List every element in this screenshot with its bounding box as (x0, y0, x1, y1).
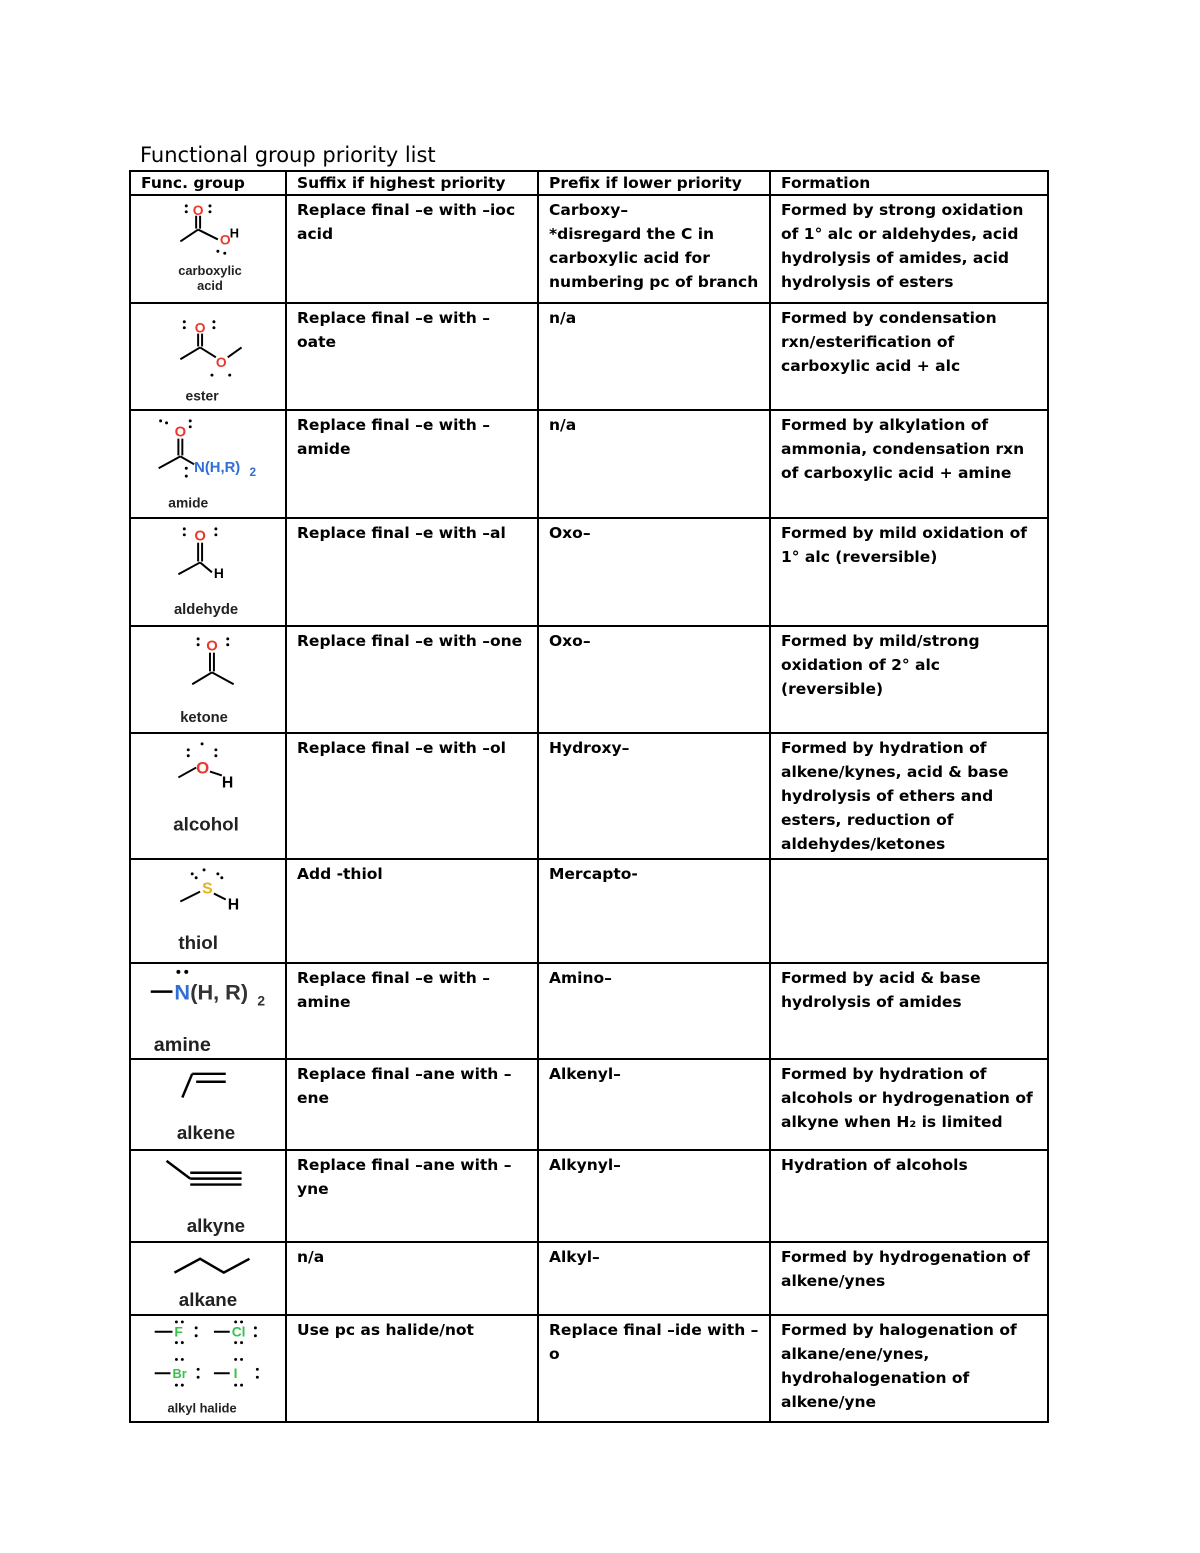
nitrogen-substituents-label: (H, R) (190, 979, 249, 1005)
subscript-label: 2 (257, 992, 266, 1009)
table-header-row (130, 171, 1048, 195)
prefix-cell: Replace final –ide with –o (538, 1315, 770, 1422)
nitrogen-atom-label: N (174, 979, 191, 1005)
prefix-cell: Amino– (538, 963, 770, 1059)
structure-label: alkane (178, 1289, 238, 1311)
table-row (130, 518, 1048, 626)
func-group-cell (130, 518, 286, 626)
table-row (130, 859, 1048, 963)
func-group-cell (130, 859, 286, 963)
suffix-cell: n/a (286, 1242, 538, 1315)
structure-label: carboxylic (178, 262, 242, 278)
prefix-cell: Alkyl– (538, 1242, 770, 1315)
table-row (130, 1242, 1048, 1315)
amine-structure-icon (131, 964, 285, 1058)
alcohol-structure-icon (131, 734, 285, 840)
suffix-cell: Replace final –e with –ioc acid (286, 195, 538, 303)
alkyl-halide-structure-icon (131, 1316, 285, 1421)
formation-cell: Formed by hydrogenation of alkene/ynes (770, 1242, 1048, 1315)
suffix-cell: Replace final –e with –oate (286, 303, 538, 411)
hydrogen-atom-label: H (213, 565, 224, 582)
formation-cell: Formed by strong oxidation of 1° alc or aldehydes, acid hydrolysis of amides, acid hydrolysis of esters (770, 195, 1048, 303)
structure-label: amide (168, 494, 209, 511)
suffix-cell: Replace final –e with –amide (286, 410, 538, 518)
prefix-cell: n/a (538, 410, 770, 518)
subscript-label: 2 (249, 465, 257, 480)
oxygen-atom-label: O (194, 528, 206, 545)
func-group-cell (130, 1059, 286, 1151)
structure-label: aldehyde (173, 601, 239, 618)
carboxylic-acid-structure-icon (131, 196, 285, 302)
oxygen-atom-label: O (194, 319, 206, 336)
oxygen-atom-label: O (219, 231, 231, 248)
structure-label: ketone (180, 709, 228, 726)
fluorine-atom-label: F (174, 1324, 183, 1341)
page-title: Functional group priority list (140, 143, 436, 167)
func-group-cell (130, 733, 286, 859)
chlorine-atom-label: Cl (231, 1324, 246, 1341)
func-group-cell (130, 1315, 286, 1422)
table-row (130, 963, 1048, 1059)
structure-label: ester (185, 387, 219, 404)
structure-label: alkyl halide (167, 1401, 237, 1417)
func-group-cell (130, 303, 286, 411)
suffix-cell: Add -thiol (286, 859, 538, 963)
formation-cell (770, 859, 1048, 963)
ester-structure-icon (131, 304, 285, 410)
structure-label: amine (153, 1033, 211, 1056)
suffix-cell: Replace final –e with –al (286, 518, 538, 626)
formation-cell: Formed by condensation rxn/esterification of carboxylic acid + alc (770, 303, 1048, 411)
alkene-structure-icon (131, 1060, 285, 1150)
alkane-structure-icon (131, 1243, 285, 1314)
oxygen-atom-label: O (196, 758, 210, 778)
table-row (130, 1150, 1048, 1242)
oxygen-atom-label: O (206, 638, 218, 655)
amide-structure-icon (131, 411, 285, 517)
prefix-cell: Oxo– (538, 626, 770, 734)
oxygen-atom-label: O (174, 424, 187, 441)
structure-label: alkene (176, 1121, 236, 1143)
prefix-cell: Carboxy– *disregard the C in carboxylic acid for numbering pc of branch (538, 195, 770, 303)
formation-cell: Formed by mild/strong oxidation of 2° alc (reversible) (770, 626, 1048, 734)
suffix-cell: Replace final –ane with –yne (286, 1150, 538, 1242)
func-group-cell (130, 626, 286, 734)
thiol-structure-icon (131, 860, 285, 962)
func-group-cell (130, 410, 286, 518)
formation-cell: Formed by hydration of alcohols or hydrogenation of alkyne when H₂ is limited (770, 1059, 1048, 1151)
table-row (130, 410, 1048, 518)
prefix-cell: Mercapto- (538, 859, 770, 963)
func-group-cell (130, 1242, 286, 1315)
oxygen-atom-label: O (215, 353, 227, 370)
table-row (130, 1315, 1048, 1422)
suffix-cell: Replace final –e with –ol (286, 733, 538, 859)
suffix-cell: Replace final –ane with –ene (286, 1059, 538, 1151)
formation-cell: Formed by alkylation of ammonia, condensation rxn of carboxylic acid + amine (770, 410, 1048, 518)
sulfur-atom-label: S (202, 880, 213, 898)
formation-cell: Formed by mild oxidation of 1° alc (reversible) (770, 518, 1048, 626)
table-row (130, 626, 1048, 734)
formation-cell: Formed by acid & base hydrolysis of amides (770, 963, 1048, 1059)
hydrogen-atom-label: H (227, 896, 240, 914)
oxygen-atom-label: O (192, 201, 204, 218)
hydrogen-atom-label: H (221, 774, 234, 792)
nitrogen-group-label: N(H,R) (194, 460, 241, 477)
header-suffix: Suffix if highest priority (286, 171, 538, 195)
formation-cell: Formed by halogenation of alkane/ene/ynes, hydrohalogenation of alkene/yne (770, 1315, 1048, 1422)
structure-label: thiol (178, 931, 218, 953)
iodine-atom-label: I (233, 1365, 238, 1382)
suffix-cell: Use pc as halide/not (286, 1315, 538, 1422)
func-group-cell (130, 195, 286, 303)
table-row (130, 303, 1048, 411)
prefix-cell: Hydroxy– (538, 733, 770, 859)
alkyne-structure-icon (131, 1151, 285, 1241)
header-formation: Formation (770, 171, 1048, 195)
functional-group-table (129, 170, 1049, 1423)
prefix-cell: Oxo– (538, 518, 770, 626)
prefix-cell: Alkenyl– (538, 1059, 770, 1151)
aldehyde-structure-icon (131, 519, 285, 625)
hydrogen-atom-label: H (229, 225, 239, 241)
structure-label: acid (197, 277, 223, 293)
bromine-atom-label: Br (172, 1366, 187, 1382)
header-func-group: Func. group (130, 171, 286, 195)
table-row (130, 1059, 1048, 1151)
suffix-cell: Replace final –e with –amine (286, 963, 538, 1059)
prefix-cell: n/a (538, 303, 770, 411)
table-row (130, 733, 1048, 859)
header-prefix: Prefix if lower priority (538, 171, 770, 195)
structure-label: alkyne (186, 1215, 246, 1237)
suffix-cell: Replace final –e with –one (286, 626, 538, 734)
func-group-cell (130, 963, 286, 1059)
prefix-cell: Alkynyl– (538, 1150, 770, 1242)
structure-label: alcohol (173, 813, 239, 835)
table-row (130, 195, 1048, 303)
func-group-cell (130, 1150, 286, 1242)
ketone-structure-icon (131, 627, 285, 733)
formation-cell: Formed by hydration of alkene/kynes, acid & base hydrolysis of ethers and esters, reduction of aldehydes/ketones (770, 733, 1048, 859)
formation-cell: Hydration of alcohols (770, 1150, 1048, 1242)
